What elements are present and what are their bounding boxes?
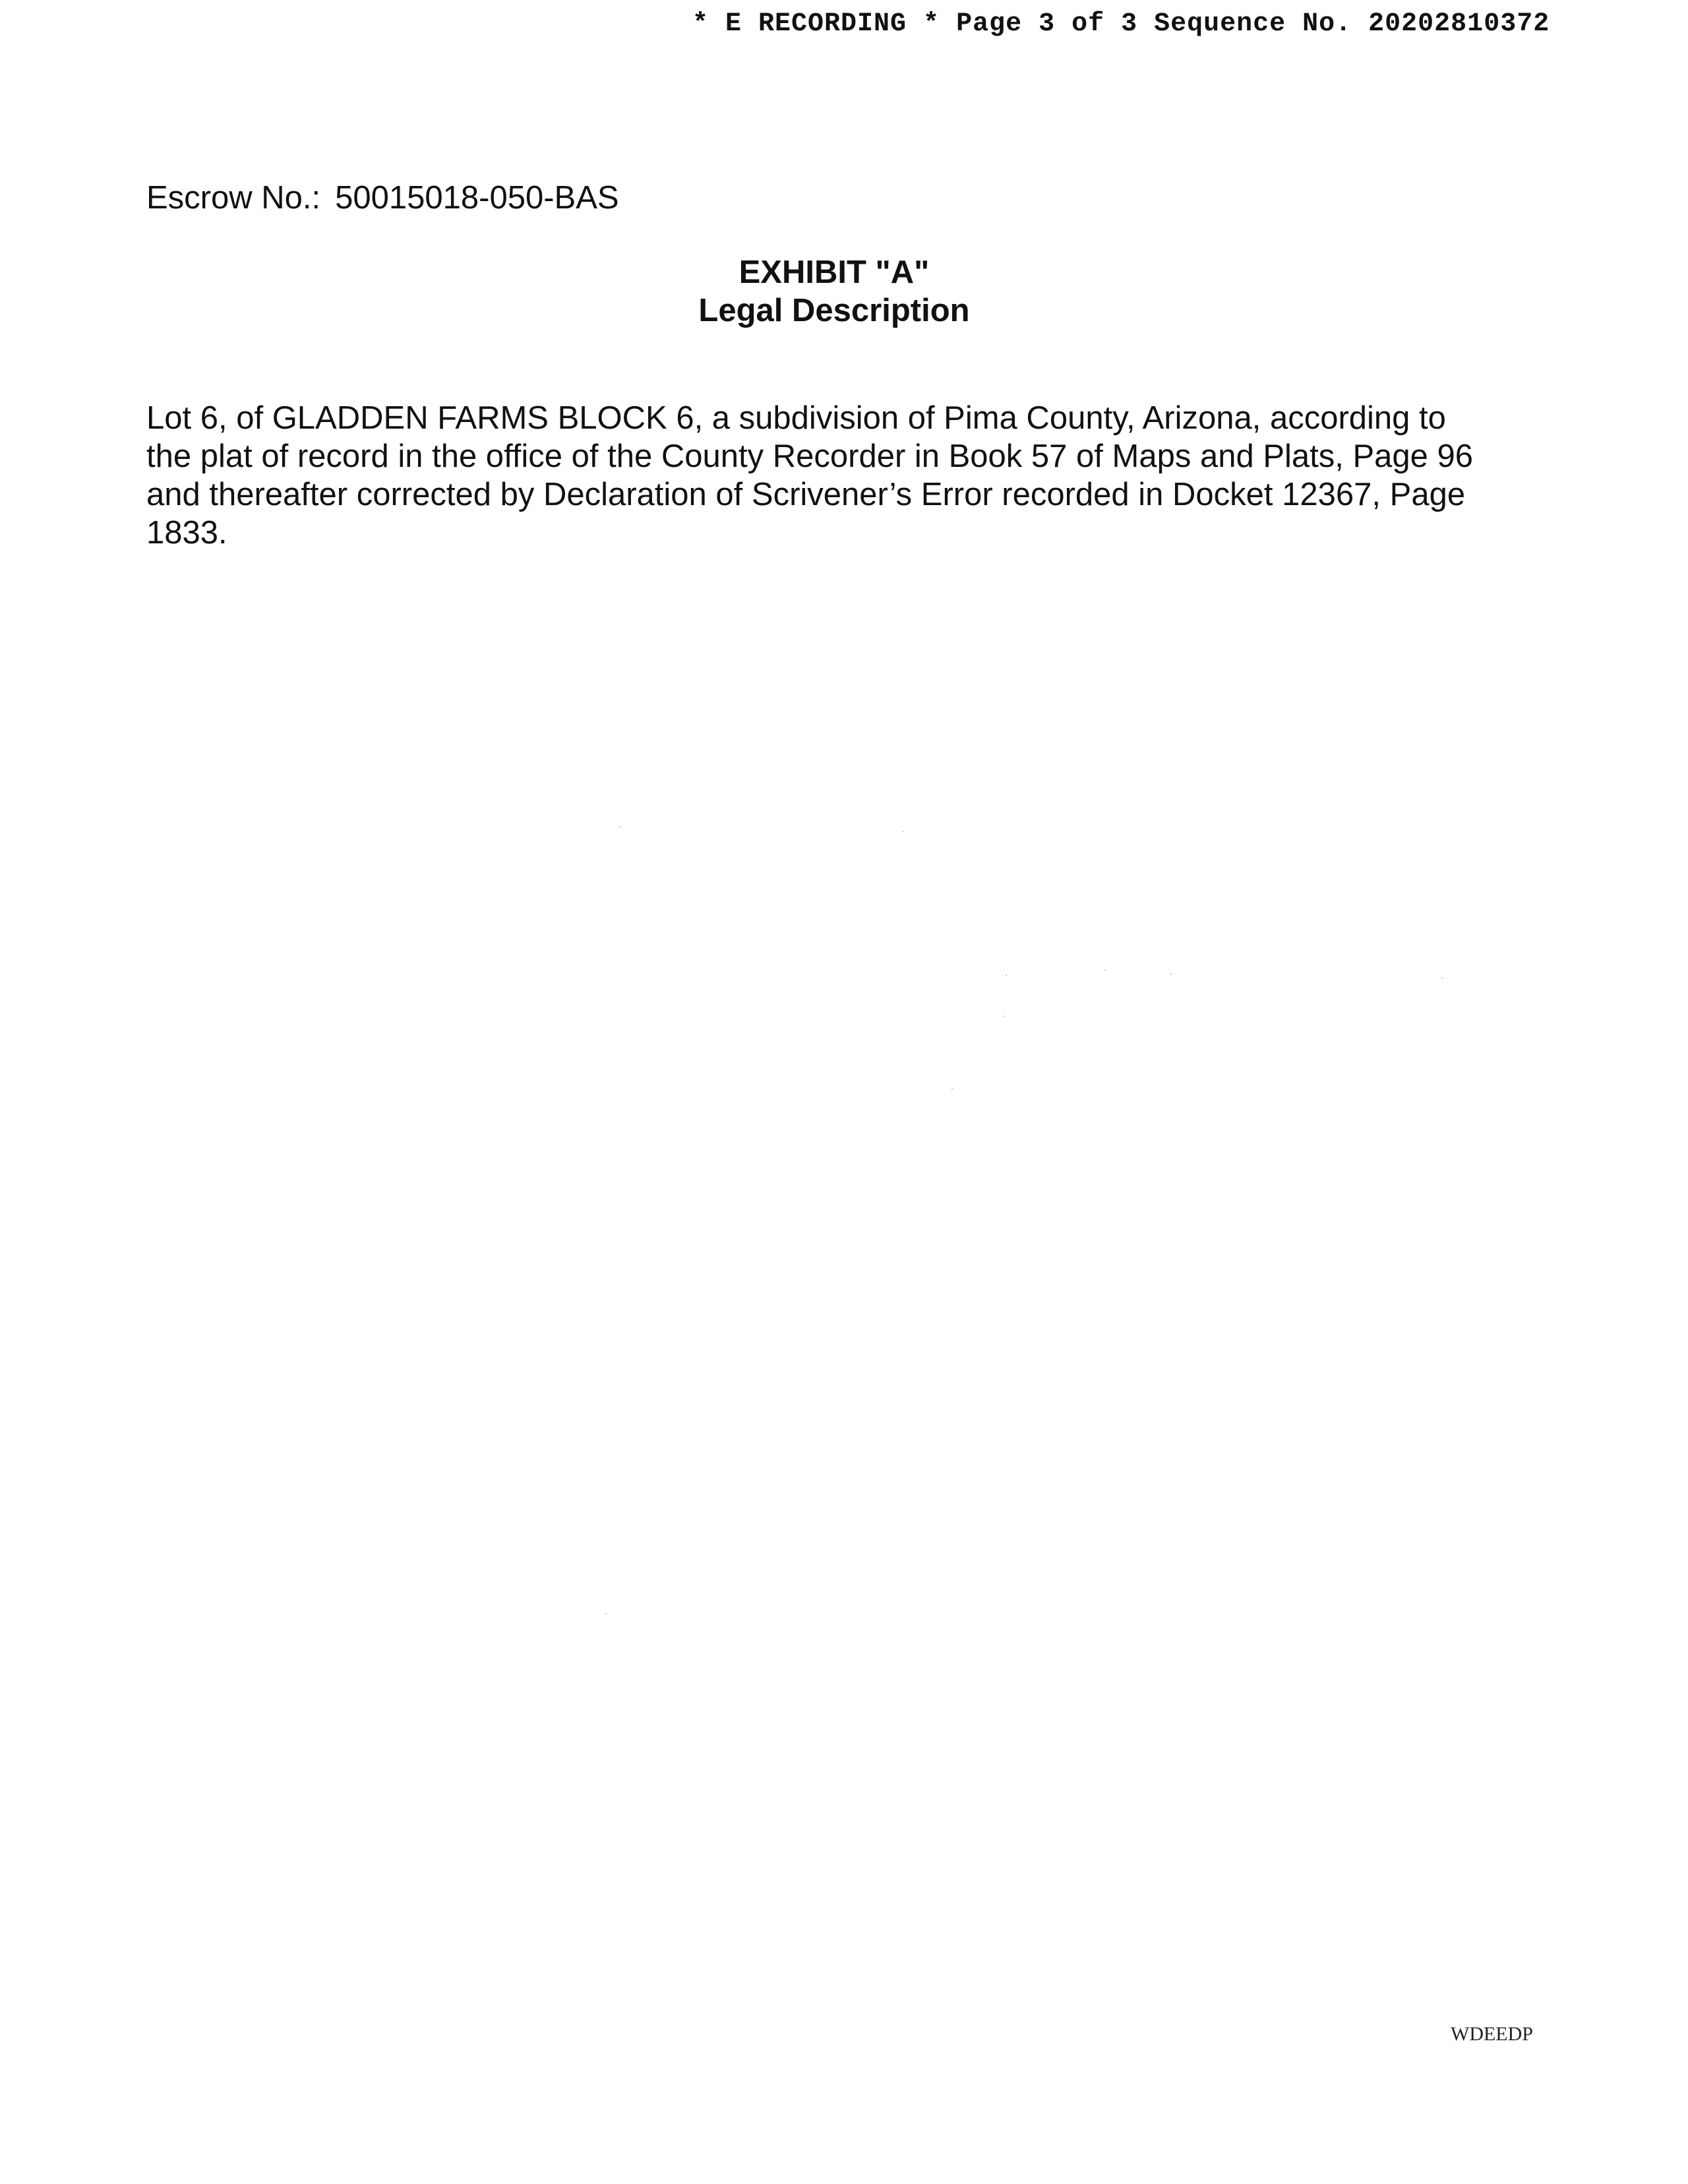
scan-speck [605, 1613, 607, 1614]
recording-header: * E RECORDING * Page 3 of 3 Sequence No. 20202810372 [692, 9, 1550, 39]
exhibit-title: EXHIBIT "A" [738, 255, 930, 290]
escrow-number-line [146, 179, 619, 216]
scan-speck [1441, 977, 1443, 979]
footer-form-code: WDEEDP [1451, 2023, 1533, 2045]
legal-description-line: Lot 6, of GLADDEN FARMS BLOCK 6, a subdivision of Pima County, Arizona, according to [146, 400, 1446, 436]
legal-description-line: and thereafter corrected by Declaration of Scrivener’s Error recorded in Docket 12367, Page [146, 477, 1466, 512]
scan-speck [902, 831, 903, 832]
scan-speck [1104, 969, 1106, 971]
scan-speck [951, 1088, 953, 1089]
exhibit-subtitle: Legal Description [698, 293, 970, 328]
scan-speck [620, 826, 621, 828]
exhibit-heading [0, 253, 1668, 330]
escrow-label: Escrow No.: [146, 180, 321, 216]
legal-description-paragraph [146, 399, 1518, 552]
scan-speck [1006, 975, 1007, 976]
scan-speck [1004, 1016, 1005, 1017]
legal-description-line: 1833. [146, 515, 227, 551]
escrow-number: 50015018-050-BAS [335, 180, 619, 216]
scan-speck [1170, 973, 1172, 975]
legal-description-line: the plat of record in the office of the County Recorder in Book 57 of Maps and Plats, Page 96 [146, 439, 1474, 474]
